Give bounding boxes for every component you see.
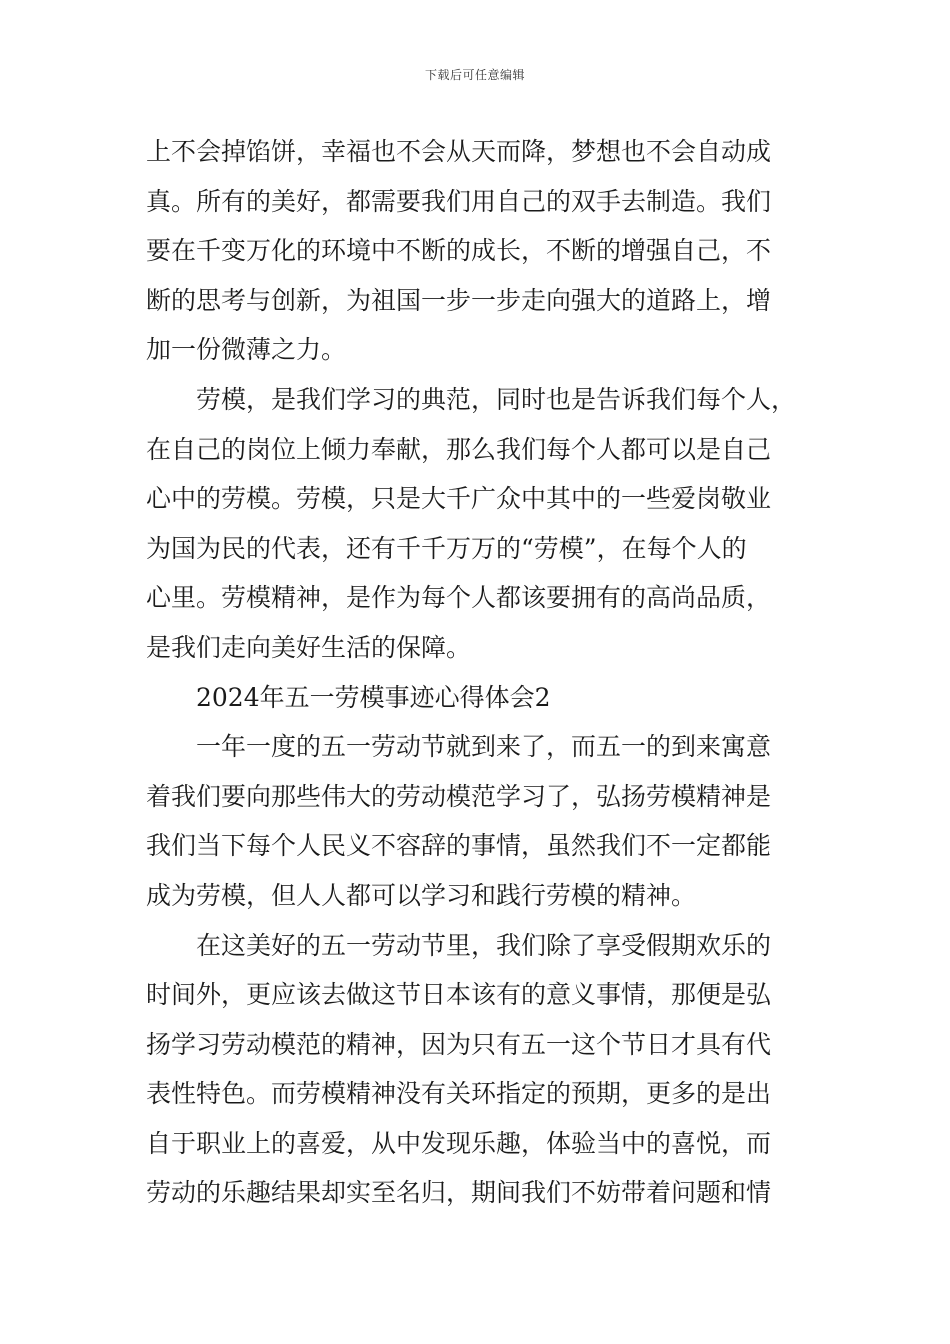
text-line: 为国为民的代表，还有千千万万的“劳模”，在每个人的 xyxy=(146,533,747,563)
paragraph-start-line: 劳模，是我们学习的典范，同时也是告诉我们每个人， xyxy=(196,384,797,414)
text-line: 成为劳模，但人人都可以学习和践行劳模的精神。 xyxy=(146,880,697,910)
document-body xyxy=(146,127,806,1218)
text-line: 在自己的岗位上倾力奉献，那么我们每个人都可以是自己 xyxy=(146,434,772,464)
text-line: 上不会掉馅饼，幸福也不会从天而降，梦想也不会自动成 xyxy=(146,137,772,166)
text-line: 心里。劳模精神，是作为每个人都该要拥有的高尚品质， xyxy=(146,583,772,613)
text-line: 断的思考与创新，为祖国一步一步走向强大的道路上，增 xyxy=(146,285,772,315)
text-line: 真。所有的美好，都需要我们用自己的双手去制造。我们 xyxy=(146,186,772,216)
paragraph-start-line: 一年一度的五一劳动节就到来了，而五一的到来寓意 xyxy=(196,732,772,762)
text-line: 劳动的乐趣结果却实至名归，期间我们不妨带着问题和情 xyxy=(146,1178,772,1208)
text-line: 时间外，更应该去做这节日本该有的意义事情，那便是弘 xyxy=(146,980,772,1010)
text-line: 着我们要向那些伟大的劳动模范学习了，弘扬劳模精神是 xyxy=(146,781,772,811)
paragraph-start-line: 在这美好的五一劳动节里，我们除了享受假期欢乐的 xyxy=(196,930,772,960)
section-heading: 2024年五一劳模事迹心得体会2 xyxy=(196,682,551,712)
text-line: 心中的劳模。劳模，只是大千广众中其中的一些爱岗敬业 xyxy=(146,484,772,514)
text-line: 扬学习劳动模范的精神，因为只有五一这个节日才具有代 xyxy=(146,1029,772,1059)
header-note: 下载后可任意编辑 xyxy=(424,68,525,82)
text-line: 是我们走向美好生活的保障。 xyxy=(146,632,472,662)
text-line: 表性特色。而劳模精神没有关环指定的预期，更多的是出 xyxy=(146,1079,772,1109)
text-line: 自于职业上的喜爱，从中发现乐趣，体验当中的喜悦，而 xyxy=(146,1128,772,1158)
text-line: 加一份微薄之力。 xyxy=(146,335,347,365)
text-line: 要在千变万化的环境中不断的成长，不断的增强自己，不 xyxy=(146,236,772,266)
text-line: 我们当下每个人民义不容辞的事情，虽然我们不一定都能 xyxy=(146,831,772,861)
